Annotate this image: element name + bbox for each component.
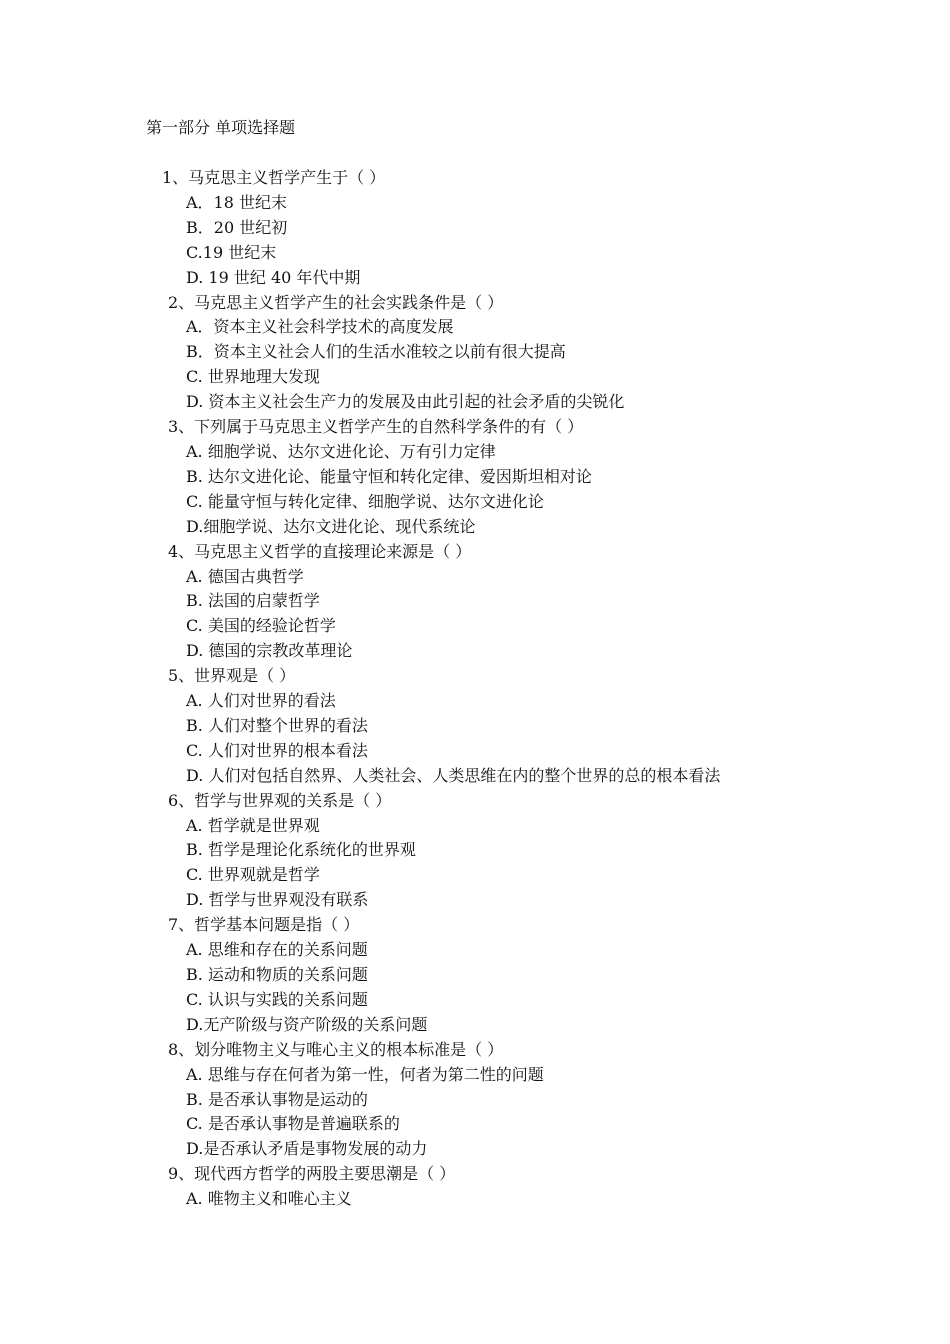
option-c: C. 认识与实践的关系问题 [186,989,368,1009]
option-b: B．资本主义社会人们的生活水准较之以前有很大提高 [186,342,566,362]
option-d: D.无产阶级与资产阶级的关系问题 [186,1014,428,1034]
option-c: C. 能量守恒与转化定律、细胞学说、达尔文进化论 [186,491,544,511]
option-c: C. 世界地理大发现 [186,367,320,387]
option-b: B. 是否承认事物是运动的 [186,1089,368,1109]
option-c: C. 世界观就是哲学 [186,865,320,885]
option-b: B. 人们对整个世界的看法 [186,715,368,735]
section-title: 第一部分 单项选择题 [146,118,296,137]
option-a: A. 人们对世界的看法 [186,691,336,711]
option-c: C. 是否承认事物是普遍联系的 [186,1114,400,1134]
question-stem: 7、哲学基本问题是指（ ） [168,915,360,935]
option-d: D. 德国的宗教改革理论 [186,641,353,661]
option-b: B. 哲学是理论化系统化的世界观 [186,840,416,860]
question-stem: 8、划分唯物主义与唯心主义的根本标准是（ ） [168,1039,504,1059]
option-c: C. 人们对世界的根本看法 [186,740,368,760]
option-a: A. 思维和存在的关系问题 [186,940,368,960]
option-d: D. 人们对包括自然界、人类社会、人类思维在内的整个世界的总的根本看法 [186,765,721,785]
option-b: B. 法国的启蒙哲学 [186,591,320,611]
question-stem: 1、马克思主义哲学产生于（ ） [162,168,386,187]
option-d: D. 19 世纪 40 年代中期 [186,267,361,287]
question-list [0,166,950,1212]
option-a: A. 德国古典哲学 [186,566,304,586]
option-d: D.是否承认矛盾是事物发展的动力 [186,1139,428,1159]
question-stem: 6、哲学与世界观的关系是（ ） [168,790,392,810]
question-stem: 4、马克思主义哲学的直接理论来源是（ ） [168,541,472,561]
question-stem: 3、下列属于马克思主义哲学产生的自然科学条件的有（ ） [168,417,584,437]
option-a: A. 唯物主义和唯心主义 [186,1189,352,1209]
question-stem: 9、现代西方哲学的两股主要思潮是（ ） [168,1164,456,1184]
option-a: A．资本主义社会科学技术的高度发展 [186,317,454,337]
question-stem: 5、世界观是（ ） [168,666,296,686]
option-a: A. 细胞学说、达尔文进化论、万有引力定律 [186,441,496,461]
option-a: A. 哲学就是世界观 [186,815,320,835]
option-b: B. 达尔文进化论、能量守恒和转化定律、爱因斯坦相对论 [186,466,592,486]
option-c: C.19 世纪末 [186,242,277,262]
question-stem: 2、马克思主义哲学产生的社会实践条件是（ ） [168,292,504,312]
option-a: A．18 世纪末 [186,192,288,212]
option-a: A. 思维与存在何者为第一性，何者为第二性的问题 [186,1064,544,1084]
option-c: C. 美国的经验论哲学 [186,616,336,636]
option-b: B．20 世纪初 [186,217,288,237]
option-d: D. 资本主义社会生产力的发展及由此引起的社会矛盾的尖锐化 [186,392,625,412]
option-b: B. 运动和物质的关系问题 [186,965,368,984]
option-d: D.细胞学说、达尔文进化论、现代系统论 [186,516,476,536]
option-d: D. 哲学与世界观没有联系 [186,890,369,910]
